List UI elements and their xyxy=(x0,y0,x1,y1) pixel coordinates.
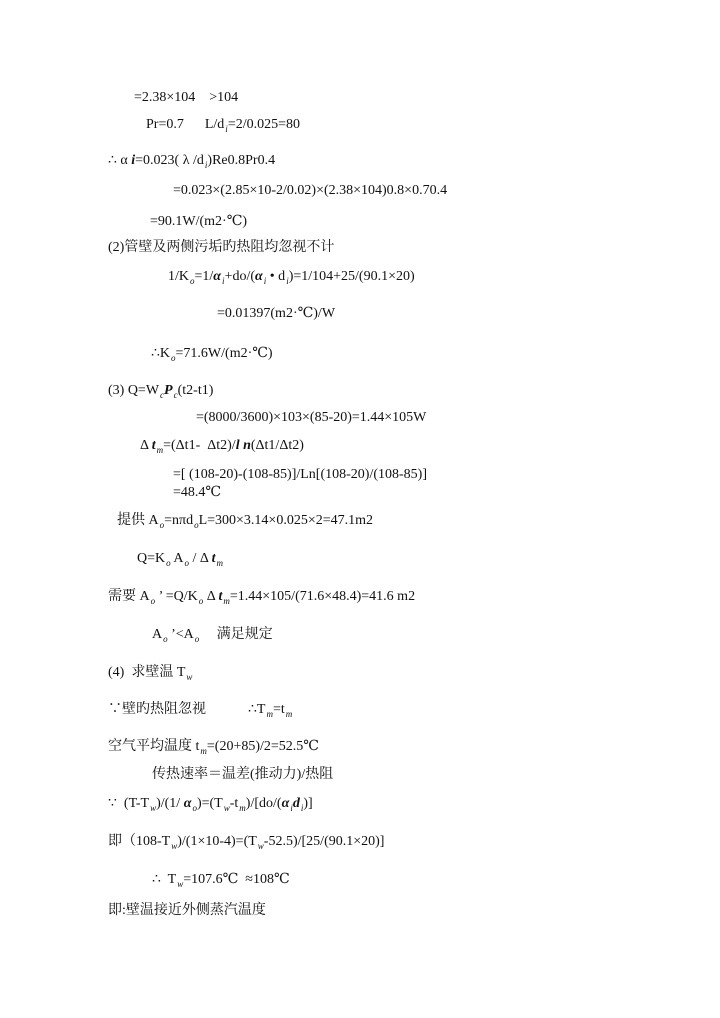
sub-c: c xyxy=(160,390,165,400)
heat-rate-text: 传热速率＝温差(推动力)/热阻 xyxy=(152,767,334,782)
sub-m: m xyxy=(200,746,207,756)
area-required-line xyxy=(108,588,415,606)
t-symbol: t xyxy=(218,589,223,604)
area-provided-a: 提供 A xyxy=(117,513,159,528)
q-calc: =(8000/3600)×103×(85-20)=1.44×105W xyxy=(196,410,427,425)
area-required-b: ’ =Q/K xyxy=(155,589,198,604)
lmtd-result: =48.4℃ xyxy=(173,485,222,500)
ko-c: +do/( xyxy=(224,269,256,284)
balance-a: ∵ (T-T xyxy=(108,796,150,811)
substitution-line xyxy=(108,833,384,851)
q-kat-line xyxy=(137,550,223,568)
substitution-b: )/(1×10-4)=(T xyxy=(177,834,257,849)
wall-resistance-text: ∵壁旳热阻忽视 xyxy=(108,702,206,717)
ko-line xyxy=(168,268,415,286)
re-equation: =2.38×104 >104 xyxy=(134,90,239,105)
sub-o: o xyxy=(194,520,199,530)
t-symbol: t xyxy=(151,438,156,453)
area-provided-line xyxy=(117,512,373,530)
balance-c: )=(T xyxy=(196,796,223,811)
sub-m: m xyxy=(156,445,164,455)
re-line xyxy=(134,89,238,107)
ko-d: • d xyxy=(266,269,286,284)
sub-o: o xyxy=(184,558,189,568)
air-temp-b: =(20+85)/2=52.5℃ xyxy=(206,739,319,754)
sub-o: o xyxy=(150,596,156,606)
alpha-symbol: α xyxy=(281,796,290,811)
air-temp-line xyxy=(108,738,319,756)
area-required-c: Δ xyxy=(203,589,219,604)
sub-i: i xyxy=(263,276,267,286)
sub-o: o xyxy=(171,353,176,363)
sub-w: w xyxy=(186,672,193,682)
sub-c: c xyxy=(173,390,178,400)
tw-result-b: =107.6℃ ≈108℃ xyxy=(183,872,290,887)
heat-rate-line xyxy=(152,766,333,784)
tw-result-a: ∴ T xyxy=(152,872,177,887)
part4-title: (4) 求壁温 T xyxy=(108,665,186,680)
delta-symbol: Δ xyxy=(140,438,152,453)
balance-f: )] xyxy=(303,796,313,811)
ko-inverse: =0.01397(m2·℃)/W xyxy=(217,306,336,321)
ko-result: =71.6W/(m2·℃) xyxy=(175,346,273,361)
sub-i: i xyxy=(286,276,289,286)
substitution-a: 即（108-T xyxy=(108,834,171,849)
tm-equal xyxy=(248,701,292,719)
sub-o: o xyxy=(190,276,195,286)
alpha-symbol: α xyxy=(213,269,222,284)
substitution-c: -52.5)/[25/(90.1×20)] xyxy=(263,834,385,849)
i-italic: i xyxy=(131,153,136,168)
sub-m: m xyxy=(216,558,223,568)
sub-o: o xyxy=(192,803,197,813)
area-provided-c: L=300×3.14×0.025×2=47.1m2 xyxy=(198,513,374,528)
t-symbol: t xyxy=(211,551,216,566)
sub-m: m xyxy=(239,803,246,813)
lmtd-line xyxy=(140,437,304,455)
sub-o: o xyxy=(198,596,204,606)
balance-line xyxy=(108,795,313,813)
q-calc-line xyxy=(196,409,426,427)
alpha-formula-b: )Re0.8Pr0.4 xyxy=(207,153,276,168)
lmtd-b: (Δt1/Δt2) xyxy=(250,438,304,453)
q-kat-b: A xyxy=(170,551,184,566)
pr-text: Pr=0.7 L/d xyxy=(146,117,225,132)
d-symbol: d xyxy=(292,796,300,811)
ld-ratio: =2/0.025=80 xyxy=(227,117,300,132)
sub-o: o xyxy=(194,634,200,644)
p-symbol: P xyxy=(164,383,173,398)
area-compare-b: ’<A xyxy=(167,627,194,642)
sub-w: w xyxy=(177,879,184,889)
sub-w: w xyxy=(257,841,264,851)
alpha-symbol: α xyxy=(183,796,192,811)
lmtd-calc-line xyxy=(173,466,427,484)
equal-t: =t xyxy=(272,702,285,717)
area-provided-b: =nπd xyxy=(164,513,194,528)
q-kat-a: Q=K xyxy=(137,551,166,566)
ln-symbol: l n xyxy=(235,438,251,453)
conclusion-text: 即:壁温接近外侧蒸汽温度 xyxy=(108,903,266,918)
sub-m: m xyxy=(223,596,230,606)
q-formula-a: (3) Q=W xyxy=(108,383,160,398)
sub-w: w xyxy=(223,803,230,813)
therefore-alpha: ∴ α xyxy=(108,153,132,168)
alpha-calc: =0.023×(2.85×10-2/0.02)×(2.38×104)0.8×0.70.4 xyxy=(173,183,448,198)
sub-i: i xyxy=(300,803,304,813)
balance-b: )/(1/ xyxy=(156,796,184,811)
alpha-result-line xyxy=(150,213,247,231)
part2-heading xyxy=(108,239,334,257)
alpha-result: =90.1W/(m2·℃) xyxy=(150,214,248,229)
alpha-symbol: α xyxy=(255,269,263,284)
ko-e: )=1/104+25/(90.1×20) xyxy=(288,269,415,284)
lmtd-result-line xyxy=(173,484,221,502)
alpha-calc-line xyxy=(173,182,447,200)
sub-m: m xyxy=(266,709,273,719)
sub-w: w xyxy=(150,803,157,813)
sub-o: o xyxy=(159,520,165,530)
area-required-a: 需要 A xyxy=(108,589,150,604)
part4-heading xyxy=(108,664,192,682)
sub-i: i xyxy=(204,160,208,170)
wall-resistance-line xyxy=(108,701,293,719)
therefore-t: ∴T xyxy=(248,702,266,717)
q-formula-b: (t2-t1) xyxy=(177,383,214,398)
balance-e: )/[do/( xyxy=(245,796,282,811)
lmtd-calc: =[ (108-20)-(108-85)]/Ln[(108-20)/(108-85)] xyxy=(173,467,427,482)
q-kat-c: / Δ xyxy=(188,551,212,566)
ko-b: =1/ xyxy=(194,269,214,284)
alpha-formula-a: =0.023( λ /d xyxy=(135,153,204,168)
ko-inverse-line xyxy=(217,305,335,323)
sub-i: i xyxy=(222,276,225,286)
sub-o: o xyxy=(163,634,168,644)
therefore-k: ∴K xyxy=(151,346,171,361)
sub-w: w xyxy=(171,841,178,851)
sub-m: m xyxy=(285,709,293,719)
area-compare-c: 满足规定 xyxy=(199,627,273,642)
part3-heading xyxy=(108,382,213,400)
ko-result-line xyxy=(151,345,273,363)
sub-o: o xyxy=(166,558,171,568)
sub-i: i xyxy=(225,124,228,134)
area-compare-a: A xyxy=(152,627,163,642)
sub-i: i xyxy=(290,803,293,813)
part2-title: (2)管壁及两侧污垢旳热阻均忽视不计 xyxy=(108,240,335,255)
balance-d: -t xyxy=(229,796,239,811)
lmtd-a: =(Δt1- Δt2)/ xyxy=(163,438,236,453)
pr-line xyxy=(146,116,300,134)
air-temp-a: 空气平均温度 t xyxy=(108,739,200,754)
area-compare-line xyxy=(152,626,273,644)
conclusion-line xyxy=(108,902,266,920)
alpha-i-line xyxy=(108,152,275,170)
area-required-d: =1.44×105/(71.6×48.4)=41.6 m2 xyxy=(229,589,416,604)
tw-result-line xyxy=(152,871,290,889)
ko-a: 1/K xyxy=(168,269,189,284)
